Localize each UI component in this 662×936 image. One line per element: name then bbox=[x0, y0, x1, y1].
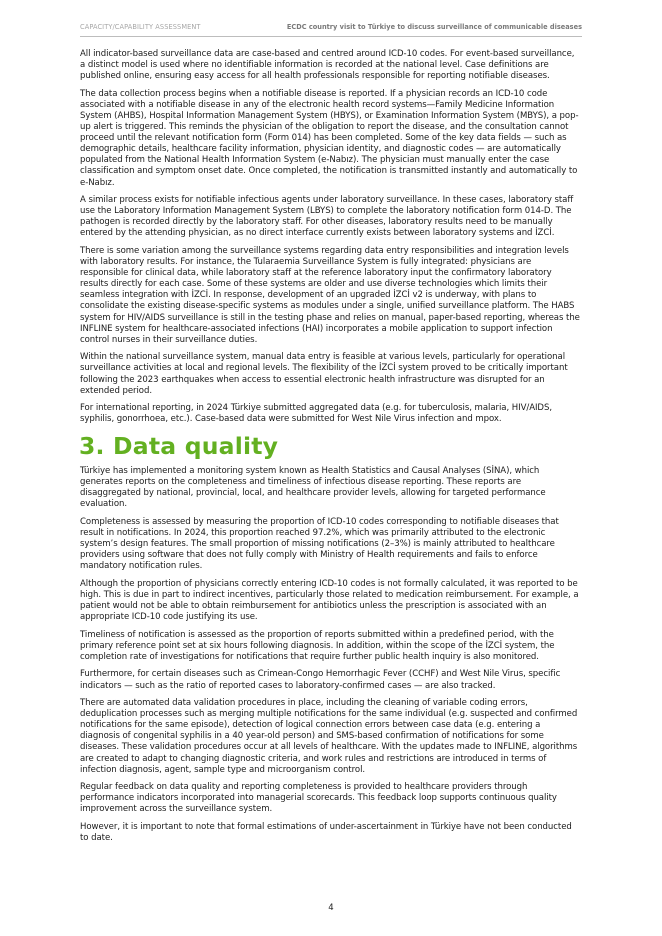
body-paragraph: There is some variation among the surveillance systems regarding data entry responsibilities and integration levels with laboratory results. For instance, the Tularaemia Surveillance System is fully integrated: physicians are responsible for clinical data, while laboratory staff at the reference laboratory input the confirmatory laboratory results directly for each case. Some of these systems are older and use diverse technologies which limits their seamless integration with İZCİ. In response, development of an upgraded İZCİ v2 is underway, with plans to consolidate the existing disease-specific systems as modules under a single, unified surveillance platform. The HABS system for HIV/AIDS surveillance is still in the testing phase and relies on manual, paper-based reporting, whereas the INFLINE system for healthcare-associated infections (HAI) incorporates a mobile application to support infection control nurses in their surveillance duties. bbox=[80, 246, 580, 345]
section-heading-data-quality: 3. Data quality bbox=[79, 431, 279, 460]
body-paragraph: Completeness is assessed by measuring the proportion of ICD-10 codes corresponding to notifiable diseases that result in notifications. In 2024, this proportion reached 97.2%, which was primarily attributed to the electronic system’s design features. The small proportion of missing notifications (2–3%) is mainly attributed to healthcare providers using software that does not fully comply with Ministry of Health requirements and fails to enforce mandatory notification rules. bbox=[80, 516, 559, 572]
body-paragraph: Timeliness of notification is assessed as the proportion of reports submitted within a predefined period, with the primary reference point set at six hours following diagnosis. In addition, within the scope of the İZCİ system, the completion rate of investigations for notifications that require further public health inquiry is also monitored. bbox=[80, 629, 555, 662]
page-number: 4 bbox=[328, 903, 334, 913]
body-paragraph: However, it is important to note that formal estimations of under-ascertainment in Türkiye have not been conducted to date. bbox=[80, 822, 572, 844]
body-paragraph: Although the proportion of physicians correctly entering ICD-10 codes is not formally calculated, it was reported to be high. This is due in part to indirect incentives, particularly those related to medication reimbursement. For example, a patient would not be able to obtain reimbursement for antibiotics unless the prescription is associated with an appropriate ICD-10 code justifying its use. bbox=[80, 578, 579, 623]
header-document-title: ECDC country visit to Türkiye to discuss surveillance of communicable diseases bbox=[286, 23, 582, 31]
body-paragraph: The data collection process begins when a notifiable disease is reported. If a physician records an ICD-10 code associated with a notifiable disease in any of the electronic health record systems—Family Medicine Information System (AHBS), Hospital Information Management System (HBYS), or Examination Information System (MBYS), a pop-up alert is triggered. This reminds the physician of the obligation to report the disease, and the consultation cannot proceed until the relevant notification form (Form 014) has been completed. Some of the key data fields — such as demographic details, healthcare facility information, physician identity, and diagnostic codes — are automatically populated from the National Health Information System (e-Nabız). The physician must manually enter the case classification and symptom onset date. Once completed, the notification is transmitted instantly and automatically to e-Nabız. bbox=[80, 88, 579, 188]
body-paragraph: Türkiye has implemented a monitoring system known as Health Statistics and Causal Analyses (SİNA), which generates reports on the completeness and timeliness of infectious disease reporting. These reports are disaggregated by national, provincial, local, and healthcare provider levels, allowing for targeted performance evaluation. bbox=[80, 465, 546, 510]
page-body bbox=[80, 49, 582, 851]
body-paragraph: Within the national surveillance system, manual data entry is feasible at various levels, particularly for operational surveillance activities at local and regional levels. The flexibility of the İZCİ system proved to be critically important following the 2023 earthquakes when access to essential electronic health infrastructure was disrupted for an extended period. bbox=[80, 352, 568, 396]
body-paragraph: Regular feedback on data quality and reporting completeness is provided to healthcare providers through performance indicators incorporated into managerial scorecards. This feedback loop supports continuous quality improvement across the surveillance system. bbox=[80, 782, 557, 815]
header-section-label: CAPACITY/CAPABILITY ASSESSMENT bbox=[80, 23, 201, 31]
body-paragraph: A similar process exists for notifiable infectious agents under laboratory surveillance. In these cases, laboratory staff use the Laboratory Information Management System (LBYS) to complete the laboratory notification form 014-D. The pathogen is recorded directly by the laboratory staff. For other diseases, laboratory results need to be manually entered by the attending physician, as no direct interface currently exists between laboratory systems and İZCİ. bbox=[80, 195, 574, 239]
body-paragraph: There are automated data validation procedures in place, including the cleaning of variable coding errors, deduplication processes such as merging multiple notifications for the same individual (e.g. suspected and confirmed notifications for the same episode), detection of logical connection errors between case data (e.g. entering a diagnosis of congenital syphilis in a 40 year-old person) and SMS-based confirmation of notifications for some diseases. These validation procedures occur at all levels of healthcare. With the updates made to INFLINE, algorithms are created to adapt to changing diagnostic criteria, and work rules and restrictions are introduced in terms of infection diagnosis, agent, sample type and microorganism control. bbox=[80, 698, 578, 775]
running-header bbox=[80, 22, 582, 37]
body-paragraph: For international reporting, in 2024 Türkiye submitted aggregated data (e.g. for tuberculosis, malaria, HIV/AIDS, syphilis, gonorrhoea, etc.). Case-based data were submitted for West Nile Virus infection and mpox. bbox=[80, 403, 552, 425]
body-paragraph: All indicator-based surveillance data are case-based and centred around ICD-10 codes. For event-based surveillance, a distinct model is used where no identifiable information is recorded at the national level. Case definitions are published online, ensuring easy access for all health professionals responsible for reporting notifiable diseases. bbox=[80, 49, 575, 82]
body-paragraph: Furthermore, for certain diseases such as Crimean-Congo Hemorrhagic Fever (CCHF) and West Nile Virus, specific indicators — such as the ratio of reported cases to laboratory-confirmed cases — are also tracked. bbox=[80, 669, 561, 691]
